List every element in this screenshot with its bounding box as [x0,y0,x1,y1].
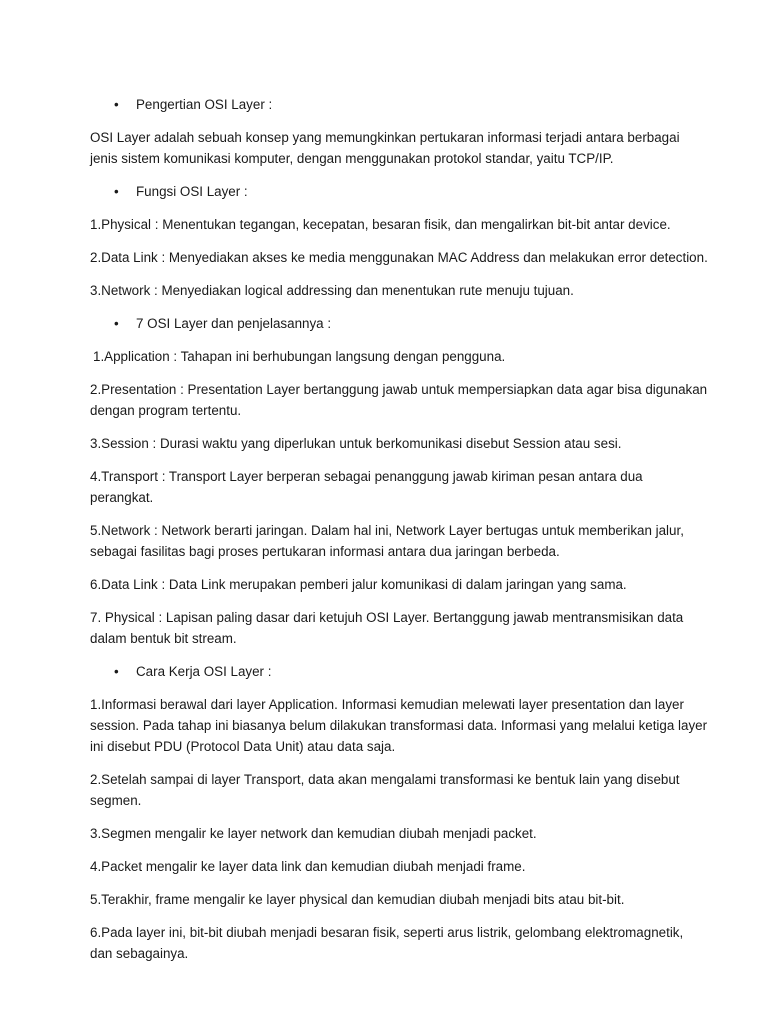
paragraph: 7. Physical : Lapisan paling dasar dari ketujuh OSI Layer. Bertanggung jawab mentransmisikan data dalam bentuk bit stream. [90,610,684,646]
paragraph: 4.Transport : Transport Layer berperan sebagai penanggung jawab kiriman pesan antara dua perangkat. [90,469,643,505]
paragraph: 3.Session : Durasi waktu yang diperlukan untuk berkomunikasi disebut Session atau sesi. [90,436,622,451]
paragraph: 4.Packet mengalir ke layer data link dan kemudian diubah menjadi frame. [90,859,526,874]
heading-text: 7 OSI Layer dan penjelasannya : [136,316,332,331]
bullet-icon: • [114,664,119,679]
heading-text: Cara Kerja OSI Layer : [136,664,272,679]
paragraph: 1.Application : Tahapan ini berhubungan langsung dengan pengguna. [93,349,506,364]
paragraph: 6.Pada layer ini, bit-bit diubah menjadi besaran fisik, seperti arus listrik, gelombang elektromagnetik, dan sebagainya. [90,925,684,961]
section-heading-pengertian [90,94,708,115]
bullet-icon: • [114,97,119,112]
paragraph: OSI Layer adalah sebuah konsep yang memungkinkan pertukaran informasi terjadi antara berbagai jenis sistem komunikasi komputer, dengan menggunakan protokol standar, yaitu TCP/IP. [90,130,680,166]
section-heading-cara-kerja [90,661,708,682]
paragraph: 3.Network : Menyediakan logical addressing dan menentukan rute menuju tujuan. [90,283,574,298]
heading-text: Pengertian OSI Layer : [136,97,273,112]
paragraph: 2.Presentation : Presentation Layer bertanggung jawab untuk mempersiapkan data agar bisa digunakan dengan program tertentu. [90,382,708,418]
bullet-icon: • [114,316,119,331]
paragraph: 6.Data Link : Data Link merupakan pemberi jalur komunikasi di dalam jaringan yang sama. [90,577,627,592]
paragraph: 3.Segmen mengalir ke layer network dan kemudian diubah menjadi packet. [90,826,537,841]
heading-text: Fungsi OSI Layer : [136,184,248,199]
bullet-icon: • [114,184,119,199]
paragraph: 2.Setelah sampai di layer Transport, data akan mengalami transformasi ke bentuk lain yang disebut segmen. [90,772,680,808]
paragraph: 5.Network : Network berarti jaringan. Dalam hal ini, Network Layer bertugas untuk memberikan jalur, sebagai fasilitas bagi proses pertukaran informasi antara dua jaringan berbeda. [90,523,684,559]
paragraph: 2.Data Link : Menyediakan akses ke media menggunakan MAC Address dan melakukan error detection. [90,250,708,265]
paragraph: 5.Terakhir, frame mengalir ke layer physical dan kemudian diubah menjadi bits atau bit-bit. [90,892,625,907]
section-heading-7-osi-layer [90,313,708,334]
paragraph: 1.Physical : Menentukan tegangan, kecepatan, besaran fisik, dan mengalirkan bit-bit antar device. [90,217,671,232]
paragraph: 1.Informasi berawal dari layer Application. Informasi kemudian melewati layer presentation dan layer session. Pada tahap ini biasanya belum dilakukan transformasi data. Informasi yang melalui ketiga layer ini disebut PDU (Protocol Data Unit) atau data saja. [90,697,708,754]
section-heading-fungsi [90,181,708,202]
